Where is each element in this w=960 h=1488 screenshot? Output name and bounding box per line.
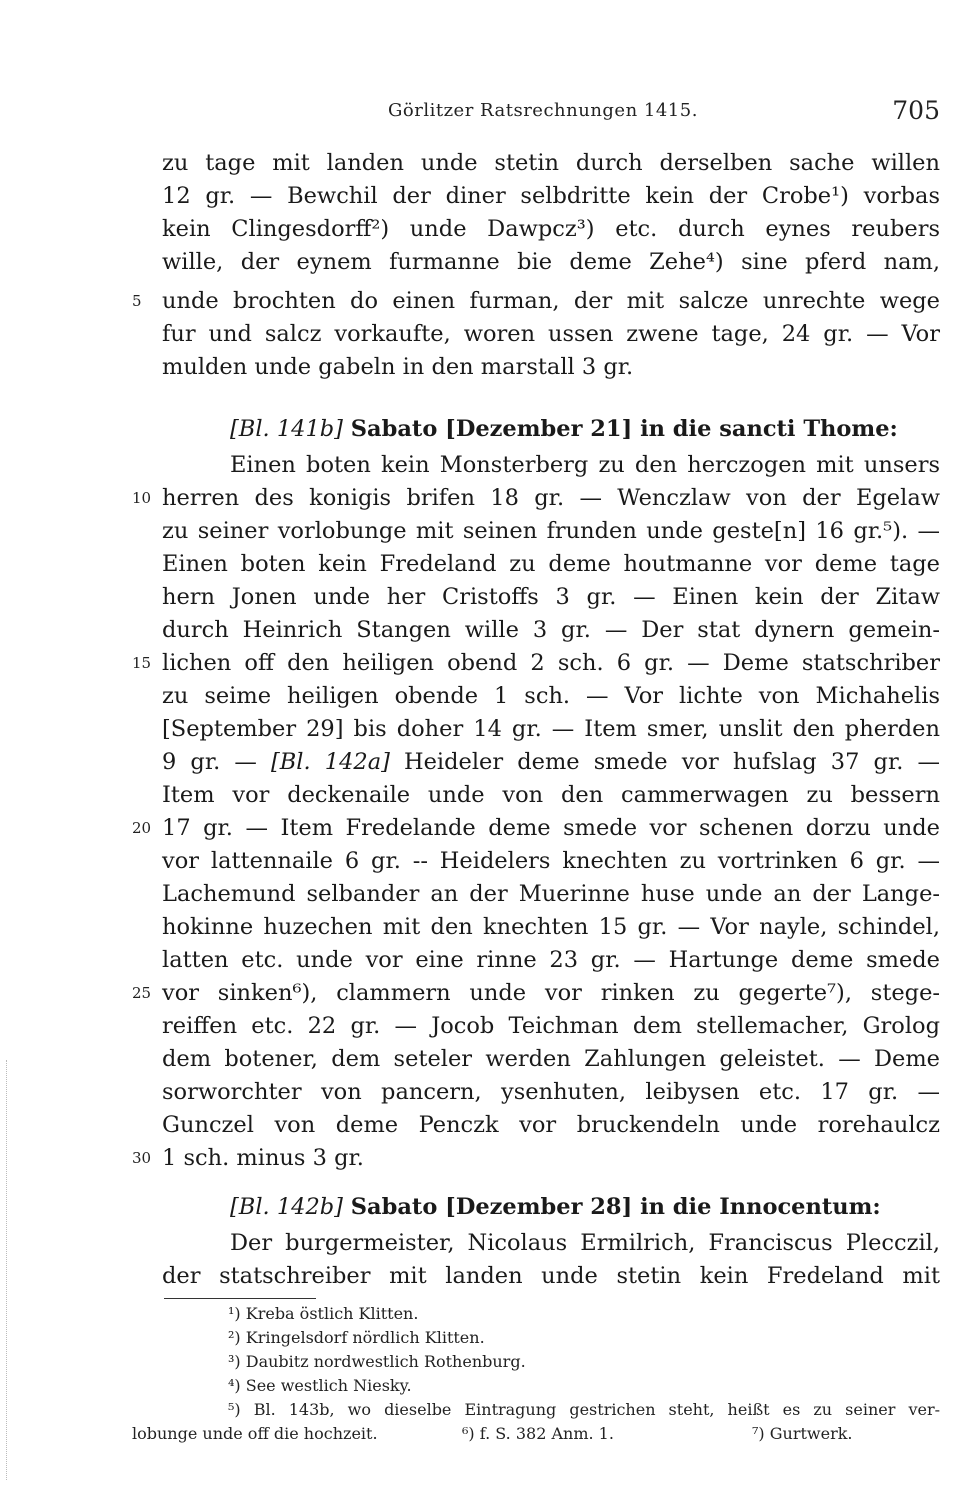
text-segment: Heideler deme smede vor hufslag 37 gr. —: [389, 749, 940, 775]
line-number: 30: [132, 1149, 152, 1167]
footnote: ³) Daubitz nordwestlich Rothenburg.: [228, 1352, 526, 1371]
text-line: reiffen etc. 22 gr. — Jocob Teichman dem stellemacher, Grolog: [162, 1013, 940, 1039]
text-line: zu seiner vorlobunge mit seinen frunden unde geste[n] 16 gr.⁵). —: [162, 518, 940, 544]
text-line: zu tage mit landen unde stetin durch derselben sache willen: [162, 150, 940, 176]
footnote-text: lobunge unde off die hochzeit.: [132, 1424, 378, 1443]
folio-reference: [Bl. 141b]: [230, 416, 343, 442]
footnote: ²) Kringelsdorf nördlich Klitten.: [228, 1328, 485, 1347]
text-line: dem botener, dem seteler werden Zahlungen geleistet. — Deme: [162, 1046, 940, 1072]
text-line: mulden unde gabeln in den marstall 3 gr.: [162, 354, 634, 380]
footnote-continuation: [132, 1422, 940, 1446]
section-heading: [230, 1190, 940, 1224]
text-line: Einen boten kein Monsterberg zu den herczogen mit unsers: [230, 452, 940, 478]
text-line: fur und salcz vorkaufte, woren ussen zwene tage, 24 gr. — Vor: [162, 321, 940, 347]
footnote-rule: [164, 1298, 316, 1299]
line-number: 5: [132, 292, 142, 310]
text-line: herren des konigis brifen 18 gr. — Wenczlaw von der Egelaw: [162, 485, 940, 511]
text-line: 1 sch. minus 3 gr.: [162, 1145, 364, 1171]
text-line: sorworchter von pancern, ysenhuten, leibysen etc. 17 gr. —: [162, 1079, 940, 1105]
text-line: 17 gr. — Item Fredelande deme smede vor schenen dorzu unde: [162, 815, 940, 841]
text-line: zu seime heiligen obende 1 sch. — Vor lichte von Michahelis: [162, 683, 940, 709]
heading-text: Sabato [Dezember 21] in die sancti Thome:: [350, 416, 898, 442]
running-title: Görlitzer Ratsrechnungen 1415.: [388, 100, 698, 121]
text-line: der statschreiber mit landen unde stetin kein Fredeland mit: [162, 1263, 940, 1289]
footnote: ⁶) f. S. 382 Anm. 1.: [462, 1424, 614, 1443]
text-line: lichen off den heiligen obend 2 sch. 6 gr. — Deme statschriber: [162, 650, 940, 676]
text-line: hokinne huzechen mit den knechten 15 gr. — Vor nayle, schindel,: [162, 914, 940, 940]
text-line: Item vor deckenaile unde von den cammerwagen zu bessern: [162, 782, 940, 808]
text-line: vor lattennaile 6 gr. -- Heidelers knechten zu vortrinken 6 gr. —: [162, 848, 940, 874]
footnote: ⁴) See westlich Niesky.: [228, 1376, 412, 1395]
text-line: wille, der eynem furmanne bie deme Zehe⁴) sine pferd nam,: [162, 249, 940, 275]
text-line: Einen boten kein Fredeland zu deme houtmanne vor deme tage: [162, 551, 940, 577]
footnote: ⁵) Bl. 143b, wo dieselbe Eintragung gestrichen steht, heißt es zu seiner ver-: [228, 1400, 940, 1419]
line-number: 15: [132, 654, 152, 672]
text-line: [September 29] bis doher 14 gr. — Item smer, unslit den pherden: [162, 716, 940, 742]
line-number: 10: [132, 489, 152, 507]
section-heading: [230, 412, 940, 446]
folio-reference: [Bl. 142a]: [270, 749, 390, 775]
footnote: ⁷) Gurtwerk.: [752, 1424, 853, 1443]
text-line: kein Clingesdorff²) unde Dawpcz³) etc. durch eynes reubers: [162, 216, 940, 242]
text-line: Lachemund selbander an der Muerinne huse unde an der Lange-: [162, 881, 940, 907]
text-segment: 9 gr. —: [162, 749, 271, 775]
heading-text: Sabato [Dezember 28] in die Innocentum:: [350, 1194, 881, 1220]
text-line: [162, 745, 940, 779]
text-line: latten etc. unde vor eine rinne 23 gr. — Hartunge deme smede: [162, 947, 940, 973]
footnote: ¹) Kreba östlich Klitten.: [228, 1304, 419, 1323]
text-line: unde brochten do einen furman, der mit salcze unrechte wege: [162, 288, 940, 314]
text-line: vor sinken⁶), clammern unde vor rinken zu gegerte⁷), stege-: [162, 980, 940, 1006]
line-number: 20: [132, 819, 152, 837]
line-number: 25: [132, 984, 152, 1002]
text-line: hern Jonen unde her Cristoffs 3 gr. — Einen kein der Zitaw: [162, 584, 940, 610]
page-number: 705: [892, 96, 940, 125]
scan-margin-mark: [6, 1060, 9, 1480]
page-header: [160, 96, 940, 136]
text-line: 12 gr. — Bewchil der diner selbdritte kein der Crobe¹) vorbas: [162, 183, 940, 209]
folio-reference: [Bl. 142b]: [230, 1194, 343, 1220]
text-line: Der burgermeister, Nicolaus Ermilrich, Franciscus Plecczil,: [230, 1230, 940, 1256]
text-line: durch Heinrich Stangen wille 3 gr. — Der stat dynern gemein-: [162, 617, 940, 643]
text-line: Gunczel von deme Penczk vor bruckendeln unde rorehaulcz: [162, 1112, 940, 1138]
